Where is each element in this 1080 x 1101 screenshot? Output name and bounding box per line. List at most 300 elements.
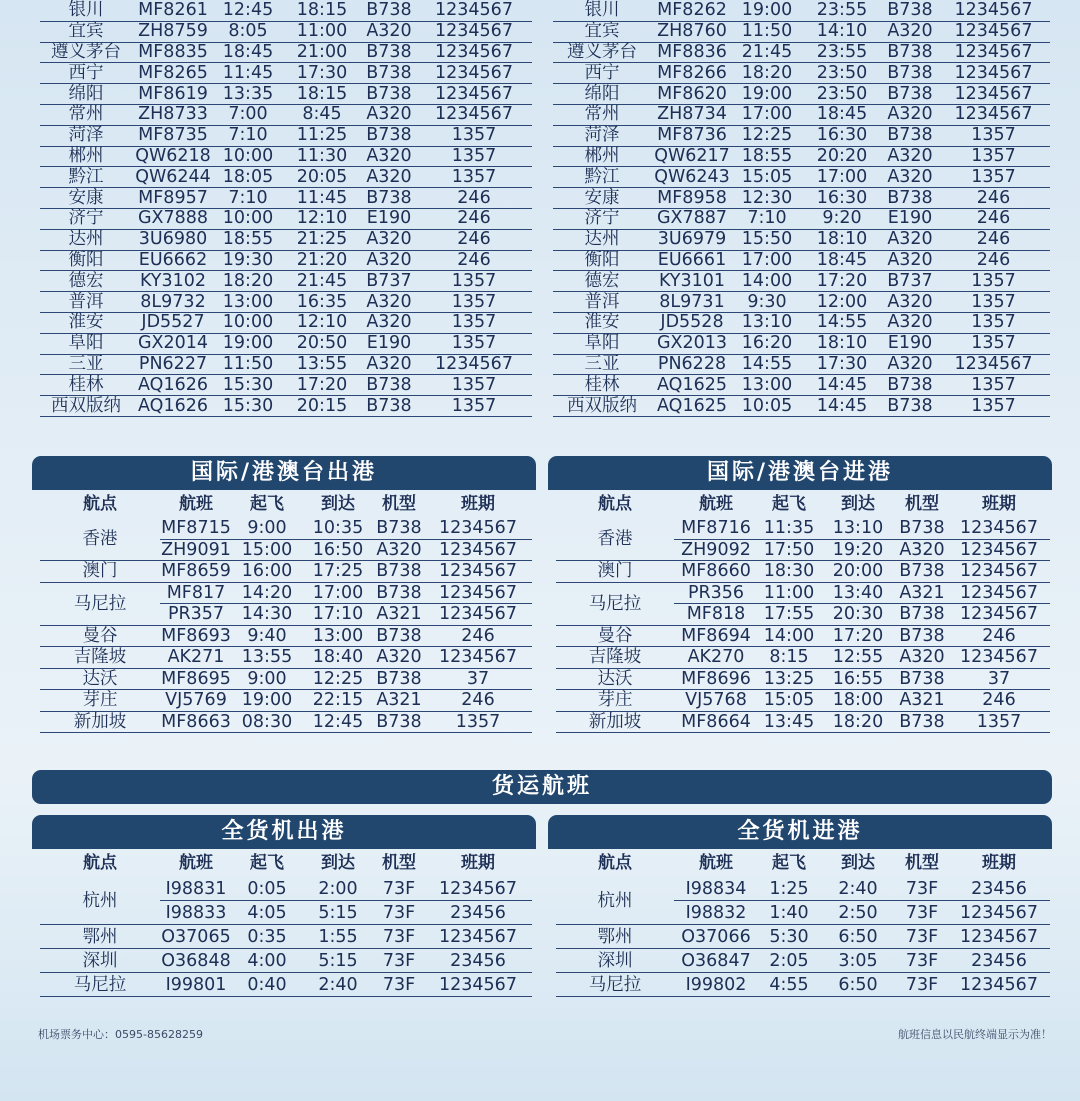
arr-cell: 17:00 bbox=[312, 582, 364, 603]
dep-cell: 11:50 bbox=[222, 353, 274, 374]
type-cell: A320 bbox=[899, 647, 945, 668]
dep-cell: 1:40 bbox=[769, 902, 809, 923]
dep-cell: 15:30 bbox=[222, 395, 274, 416]
table-row bbox=[40, 312, 532, 333]
table-row bbox=[40, 877, 532, 901]
arr-cell: 19:20 bbox=[832, 539, 884, 560]
days-cell: 1357 bbox=[971, 395, 1016, 416]
days-cell: 1234567 bbox=[960, 647, 1038, 668]
type-cell: 73F bbox=[382, 878, 416, 899]
flight-cell: I98834 bbox=[685, 878, 747, 899]
flight-cell: MF8664 bbox=[681, 711, 751, 732]
city-cell: 鄂州 bbox=[40, 925, 160, 949]
type-cell: B738 bbox=[376, 518, 422, 539]
table-row bbox=[553, 42, 1050, 63]
city-cell: 衡阳 bbox=[68, 249, 104, 270]
type-cell: A320 bbox=[887, 21, 933, 42]
intl-departures-header: 国际/港澳台出港 bbox=[32, 456, 536, 490]
column-header-arr: 到达 bbox=[841, 494, 875, 514]
flight-cell: ZH8734 bbox=[657, 104, 727, 125]
city-cell: 澳门 bbox=[40, 561, 160, 583]
arr-cell: 11:45 bbox=[296, 187, 348, 208]
table-row bbox=[553, 396, 1050, 417]
flight-cell: MF8957 bbox=[138, 187, 208, 208]
dep-cell: 21:45 bbox=[741, 41, 793, 62]
column-header-flight: 航班 bbox=[179, 853, 213, 873]
days-cell: 1234567 bbox=[960, 604, 1038, 625]
flight-cell: 3U6980 bbox=[138, 229, 208, 250]
arr-cell: 2:40 bbox=[318, 974, 358, 995]
city-cell: 衡阳 bbox=[584, 249, 620, 270]
type-cell: A321 bbox=[899, 690, 945, 711]
arr-cell: 6:50 bbox=[838, 926, 878, 947]
dep-cell: 0:05 bbox=[247, 878, 287, 899]
days-cell: 1234567 bbox=[435, 41, 513, 62]
days-cell: 1234567 bbox=[439, 647, 517, 668]
dep-cell: 17:50 bbox=[763, 539, 815, 560]
city-cell: 吉隆坡 bbox=[40, 647, 160, 669]
city-cell: 曼谷 bbox=[556, 625, 674, 647]
arr-cell: 17:20 bbox=[832, 625, 884, 646]
table-row bbox=[553, 188, 1050, 209]
table-row bbox=[556, 877, 1050, 901]
arr-cell: 21:25 bbox=[296, 229, 348, 250]
column-header-row bbox=[556, 849, 1050, 877]
dep-cell: 7:10 bbox=[228, 187, 268, 208]
arr-cell: 17:30 bbox=[296, 62, 348, 83]
days-cell: 1234567 bbox=[439, 518, 517, 539]
table-row bbox=[40, 63, 532, 84]
flight-cell: GX7888 bbox=[137, 208, 209, 229]
city-cell: 济宁 bbox=[68, 208, 104, 229]
city-cell: 安康 bbox=[584, 187, 620, 208]
flight-cell: AK271 bbox=[167, 647, 225, 668]
dep-cell: 18:20 bbox=[741, 62, 793, 83]
dep-cell: 2:05 bbox=[769, 950, 809, 971]
type-cell: A320 bbox=[376, 539, 422, 560]
arr-cell: 18:20 bbox=[832, 711, 884, 732]
flight-cell: GX2013 bbox=[656, 333, 728, 354]
arr-cell: 2:50 bbox=[838, 902, 878, 923]
table-row bbox=[553, 375, 1050, 396]
days-cell: 1357 bbox=[451, 291, 497, 312]
arr-cell: 23:55 bbox=[816, 0, 868, 21]
dep-cell: 15:30 bbox=[222, 374, 274, 395]
dep-cell: 11:45 bbox=[222, 62, 274, 83]
dep-cell: 1:25 bbox=[769, 878, 809, 899]
dep-cell: 14:00 bbox=[763, 625, 815, 646]
column-header-dep: 起飞 bbox=[250, 494, 284, 514]
days-cell: 1357 bbox=[971, 333, 1016, 354]
city-cell: 绵阳 bbox=[584, 83, 620, 104]
days-cell: 1234567 bbox=[960, 539, 1038, 560]
table-row bbox=[40, 973, 532, 997]
flight-cell: MF8716 bbox=[681, 518, 751, 539]
type-cell: B738 bbox=[899, 518, 945, 539]
type-cell: B738 bbox=[366, 125, 412, 146]
type-cell: B738 bbox=[899, 711, 945, 732]
dep-cell: 13:55 bbox=[241, 647, 293, 668]
type-cell: B738 bbox=[887, 395, 933, 416]
flight-cell: MF8261 bbox=[138, 0, 208, 21]
column-header-dep: 起飞 bbox=[772, 853, 806, 873]
dep-cell: 18:20 bbox=[222, 270, 274, 291]
column-header-type: 机型 bbox=[905, 853, 939, 873]
type-cell: A321 bbox=[376, 690, 422, 711]
days-cell: 1234567 bbox=[435, 104, 513, 125]
dep-cell: 18:05 bbox=[222, 166, 274, 187]
type-cell: 73F bbox=[382, 902, 416, 923]
days-cell: 1234567 bbox=[960, 926, 1038, 947]
flight-cell: O37066 bbox=[681, 926, 751, 947]
days-cell: 23456 bbox=[450, 902, 506, 923]
days-cell: 23456 bbox=[450, 950, 506, 971]
dep-cell: 10:05 bbox=[741, 395, 793, 416]
table-row bbox=[553, 167, 1050, 188]
days-cell: 1234567 bbox=[960, 974, 1038, 995]
city-cell: 菏泽 bbox=[68, 125, 104, 146]
column-header-type: 机型 bbox=[905, 494, 939, 514]
table-row bbox=[40, 354, 532, 375]
days-cell: 1234567 bbox=[960, 902, 1038, 923]
city-cell: 达州 bbox=[68, 229, 104, 250]
city-cell: 深圳 bbox=[40, 949, 160, 973]
days-cell: 1357 bbox=[971, 312, 1016, 333]
flight-cell: O37065 bbox=[161, 926, 231, 947]
table-row bbox=[553, 229, 1050, 250]
type-cell: A320 bbox=[887, 312, 933, 333]
arr-cell: 9:20 bbox=[822, 208, 862, 229]
city-cell: 济宁 bbox=[584, 208, 620, 229]
table-row bbox=[40, 188, 532, 209]
flight-cell: AQ1626 bbox=[138, 395, 208, 416]
days-cell: 1234567 bbox=[439, 539, 517, 560]
arr-cell: 20:20 bbox=[816, 145, 868, 166]
flight-cell: MF8619 bbox=[138, 83, 208, 104]
arr-cell: 13:10 bbox=[832, 518, 884, 539]
type-cell: B738 bbox=[366, 374, 412, 395]
table-row bbox=[553, 146, 1050, 167]
table-row bbox=[40, 396, 532, 417]
arr-cell: 12:00 bbox=[816, 291, 868, 312]
table-row bbox=[40, 84, 532, 105]
flight-cell: I99801 bbox=[165, 974, 227, 995]
type-cell: A320 bbox=[887, 353, 933, 374]
days-cell: 1234567 bbox=[435, 83, 513, 104]
type-cell: B738 bbox=[887, 187, 933, 208]
days-cell: 1234567 bbox=[960, 561, 1038, 582]
table-row bbox=[556, 518, 1050, 539]
arr-cell: 3:05 bbox=[838, 950, 878, 971]
arr-cell: 20:30 bbox=[832, 604, 884, 625]
city-cell: 芽庄 bbox=[40, 690, 160, 712]
days-cell: 1234567 bbox=[435, 62, 513, 83]
table-row bbox=[553, 250, 1050, 271]
arr-cell: 17:20 bbox=[296, 374, 348, 395]
type-cell: A320 bbox=[366, 229, 412, 250]
type-cell: A320 bbox=[366, 312, 412, 333]
arr-cell: 21:45 bbox=[296, 270, 348, 291]
dep-cell: 13:10 bbox=[741, 312, 793, 333]
type-cell: A320 bbox=[376, 647, 422, 668]
flight-cell: VJ5768 bbox=[685, 690, 747, 711]
cargo-arrivals-header: 全货机进港 bbox=[548, 815, 1052, 849]
days-cell: 23456 bbox=[971, 950, 1027, 971]
dep-cell: 7:10 bbox=[228, 125, 268, 146]
table-row bbox=[40, 42, 532, 63]
arr-cell: 12:25 bbox=[312, 668, 364, 689]
dep-cell: 10:00 bbox=[222, 208, 274, 229]
city-cell: 普洱 bbox=[68, 291, 104, 312]
table-row bbox=[40, 711, 532, 733]
city-cell: 曼谷 bbox=[40, 625, 160, 647]
arr-cell: 18:40 bbox=[312, 647, 364, 668]
type-cell: A320 bbox=[887, 166, 933, 187]
domestic-departures-table bbox=[40, 1, 532, 417]
type-cell: B738 bbox=[366, 62, 412, 83]
table-row bbox=[40, 250, 532, 271]
type-cell: B738 bbox=[899, 668, 945, 689]
table-row bbox=[556, 647, 1050, 669]
flight-cell: MF8660 bbox=[681, 561, 751, 582]
days-cell: 1357 bbox=[976, 711, 1022, 732]
flight-cell: QW6218 bbox=[135, 145, 211, 166]
dep-cell: 7:00 bbox=[228, 104, 268, 125]
arr-cell: 18:00 bbox=[832, 690, 884, 711]
type-cell: A320 bbox=[887, 104, 933, 125]
city-cell: 香港 bbox=[556, 518, 674, 561]
city-cell: 澳门 bbox=[556, 561, 674, 583]
flight-cell: MF8735 bbox=[138, 125, 208, 146]
table-row bbox=[40, 518, 532, 539]
table-row bbox=[553, 208, 1050, 229]
arr-cell: 5:15 bbox=[318, 950, 358, 971]
flight-cell: 8L9732 bbox=[140, 291, 206, 312]
arr-cell: 14:10 bbox=[816, 21, 868, 42]
table-row bbox=[40, 167, 532, 188]
days-cell: 1357 bbox=[451, 145, 497, 166]
flight-cell: EU6662 bbox=[138, 249, 208, 270]
flight-cell: ZH9092 bbox=[681, 539, 751, 560]
dep-cell: 18:55 bbox=[222, 229, 274, 250]
dep-cell: 0:40 bbox=[247, 974, 287, 995]
table-row bbox=[553, 333, 1050, 354]
dep-cell: 13:00 bbox=[222, 291, 274, 312]
flight-cell: GX7887 bbox=[656, 208, 728, 229]
table-row bbox=[40, 625, 532, 647]
days-cell: 1234567 bbox=[954, 353, 1033, 374]
arr-cell: 18:45 bbox=[816, 249, 868, 270]
dep-cell: 9:40 bbox=[247, 625, 287, 646]
dep-cell: 14:30 bbox=[241, 604, 293, 625]
table-row bbox=[556, 668, 1050, 690]
dep-cell: 19:00 bbox=[741, 0, 793, 21]
type-cell: B738 bbox=[376, 582, 422, 603]
days-cell: 1234567 bbox=[435, 21, 513, 42]
city-cell: 西宁 bbox=[584, 62, 620, 83]
days-cell: 1357 bbox=[451, 270, 497, 291]
type-cell: A320 bbox=[887, 249, 933, 270]
dep-cell: 11:35 bbox=[763, 518, 815, 539]
city-cell: 鄂州 bbox=[556, 925, 674, 949]
days-cell: 246 bbox=[976, 208, 1011, 229]
arr-cell: 11:00 bbox=[296, 21, 348, 42]
type-cell: B738 bbox=[366, 41, 412, 62]
days-cell: 1234567 bbox=[960, 582, 1038, 603]
arr-cell: 23:55 bbox=[816, 41, 868, 62]
type-cell: A320 bbox=[366, 104, 412, 125]
city-cell: 杭州 bbox=[556, 877, 674, 925]
type-cell: A321 bbox=[376, 604, 422, 625]
city-cell: 德宏 bbox=[584, 270, 620, 291]
days-cell: 1234567 bbox=[439, 582, 517, 603]
city-cell: 遵义茅台 bbox=[567, 41, 637, 62]
type-cell: 73F bbox=[905, 902, 939, 923]
type-cell: A320 bbox=[366, 291, 412, 312]
dep-cell: 10:00 bbox=[222, 312, 274, 333]
arr-cell: 11:30 bbox=[296, 145, 348, 166]
arr-cell: 17:00 bbox=[816, 166, 868, 187]
flight-cell: QW6217 bbox=[654, 145, 730, 166]
flight-cell: KY3101 bbox=[658, 270, 726, 291]
arr-cell: 17:10 bbox=[312, 604, 364, 625]
type-cell: B738 bbox=[887, 125, 933, 146]
column-header-arr: 到达 bbox=[321, 853, 355, 873]
dep-cell: 13:00 bbox=[741, 374, 793, 395]
arr-cell: 16:35 bbox=[296, 291, 348, 312]
arr-cell: 18:10 bbox=[816, 333, 868, 354]
table-row bbox=[553, 1, 1050, 21]
arr-cell: 18:15 bbox=[296, 0, 348, 21]
dep-cell: 0:35 bbox=[247, 926, 287, 947]
days-cell: 1234567 bbox=[954, 104, 1033, 125]
dep-cell: 17:00 bbox=[741, 104, 793, 125]
flight-cell: ZH8759 bbox=[138, 21, 208, 42]
city-cell: 马尼拉 bbox=[40, 973, 160, 997]
days-cell: 1234567 bbox=[960, 518, 1038, 539]
column-header-row bbox=[556, 490, 1050, 518]
table-row bbox=[40, 925, 532, 949]
flight-cell: PN6227 bbox=[138, 353, 208, 374]
days-cell: 1357 bbox=[971, 374, 1016, 395]
column-header-flight: 航班 bbox=[699, 853, 733, 873]
table-row bbox=[556, 949, 1050, 973]
type-cell: B738 bbox=[887, 62, 933, 83]
days-cell: 1234567 bbox=[439, 604, 517, 625]
flight-cell: MF8620 bbox=[657, 83, 727, 104]
city-cell: 杭州 bbox=[40, 877, 160, 925]
cargo-banner: 货运航班 bbox=[32, 770, 1052, 804]
arr-cell: 20:00 bbox=[832, 561, 884, 582]
type-cell: B738 bbox=[376, 668, 422, 689]
city-cell: 淮安 bbox=[68, 312, 104, 333]
days-cell: 246 bbox=[976, 229, 1011, 250]
type-cell: B738 bbox=[887, 374, 933, 395]
arr-cell: 18:45 bbox=[816, 104, 868, 125]
arr-cell: 21:00 bbox=[296, 41, 348, 62]
arr-cell: 13:40 bbox=[832, 582, 884, 603]
table-row bbox=[40, 582, 532, 604]
city-cell: 银川 bbox=[584, 0, 620, 21]
type-cell: A320 bbox=[366, 145, 412, 166]
days-cell: 1234567 bbox=[435, 353, 513, 374]
table-row bbox=[553, 354, 1050, 375]
arr-cell: 12:10 bbox=[296, 312, 348, 333]
dep-cell: 19:00 bbox=[241, 690, 293, 711]
table-row bbox=[40, 375, 532, 396]
table-row bbox=[40, 146, 532, 167]
arr-cell: 23:50 bbox=[816, 83, 868, 104]
flight-cell: PN6228 bbox=[657, 353, 727, 374]
days-cell: 246 bbox=[976, 187, 1011, 208]
flight-cell: MF818 bbox=[686, 604, 746, 625]
city-cell: 郴州 bbox=[584, 145, 620, 166]
city-cell: 马尼拉 bbox=[40, 582, 160, 625]
column-header-days: 班期 bbox=[461, 853, 495, 873]
flight-cell: I99802 bbox=[685, 974, 747, 995]
arr-cell: 12:10 bbox=[296, 208, 348, 229]
dep-cell: 15:05 bbox=[741, 166, 793, 187]
days-cell: 246 bbox=[461, 690, 495, 711]
arr-cell: 12:55 bbox=[832, 647, 884, 668]
days-cell: 1234567 bbox=[439, 974, 517, 995]
flight-cell: PR357 bbox=[167, 604, 225, 625]
flight-cell: MF8266 bbox=[657, 62, 727, 83]
dep-cell: 12:25 bbox=[741, 125, 793, 146]
dep-cell: 19:30 bbox=[222, 249, 274, 270]
column-header-flight: 航班 bbox=[179, 494, 213, 514]
type-cell: B738 bbox=[887, 41, 933, 62]
arr-cell: 17:30 bbox=[816, 353, 868, 374]
arr-cell: 17:25 bbox=[312, 561, 364, 582]
days-cell: 1357 bbox=[451, 166, 497, 187]
flight-cell: MF8262 bbox=[657, 0, 727, 21]
days-cell: 1234567 bbox=[439, 926, 517, 947]
dep-cell: 18:45 bbox=[222, 41, 274, 62]
days-cell: 1234567 bbox=[439, 878, 517, 899]
intl-arrivals-table bbox=[556, 490, 1050, 733]
table-row bbox=[40, 647, 532, 669]
intl-departures-table bbox=[40, 490, 532, 733]
type-cell: B738 bbox=[366, 0, 412, 21]
flight-cell: MF8836 bbox=[657, 41, 727, 62]
days-cell: 1234567 bbox=[954, 41, 1033, 62]
city-cell: 达沃 bbox=[556, 668, 674, 690]
city-cell: 黔江 bbox=[584, 166, 620, 187]
city-cell: 绵阳 bbox=[68, 83, 104, 104]
dep-cell: 17:00 bbox=[741, 249, 793, 270]
days-cell: 1357 bbox=[451, 395, 497, 416]
type-cell: 73F bbox=[905, 878, 939, 899]
column-header-city: 航点 bbox=[83, 494, 117, 514]
type-cell: 73F bbox=[905, 974, 939, 995]
flight-cell: ZH8760 bbox=[657, 21, 727, 42]
arr-cell: 20:50 bbox=[296, 333, 348, 354]
arr-cell: 18:15 bbox=[296, 83, 348, 104]
dep-cell: 9:00 bbox=[247, 668, 287, 689]
dep-cell: 8:15 bbox=[769, 647, 809, 668]
column-header-city: 航点 bbox=[598, 853, 632, 873]
city-cell: 达沃 bbox=[40, 668, 160, 690]
dep-cell: 4:00 bbox=[247, 950, 287, 971]
dep-cell: 19:00 bbox=[222, 333, 274, 354]
arr-cell: 14:55 bbox=[816, 312, 868, 333]
arr-cell: 22:15 bbox=[312, 690, 364, 711]
days-cell: 246 bbox=[461, 625, 495, 646]
type-cell: B738 bbox=[366, 395, 412, 416]
dep-cell: 17:55 bbox=[763, 604, 815, 625]
flight-cell: 3U6979 bbox=[657, 229, 727, 250]
